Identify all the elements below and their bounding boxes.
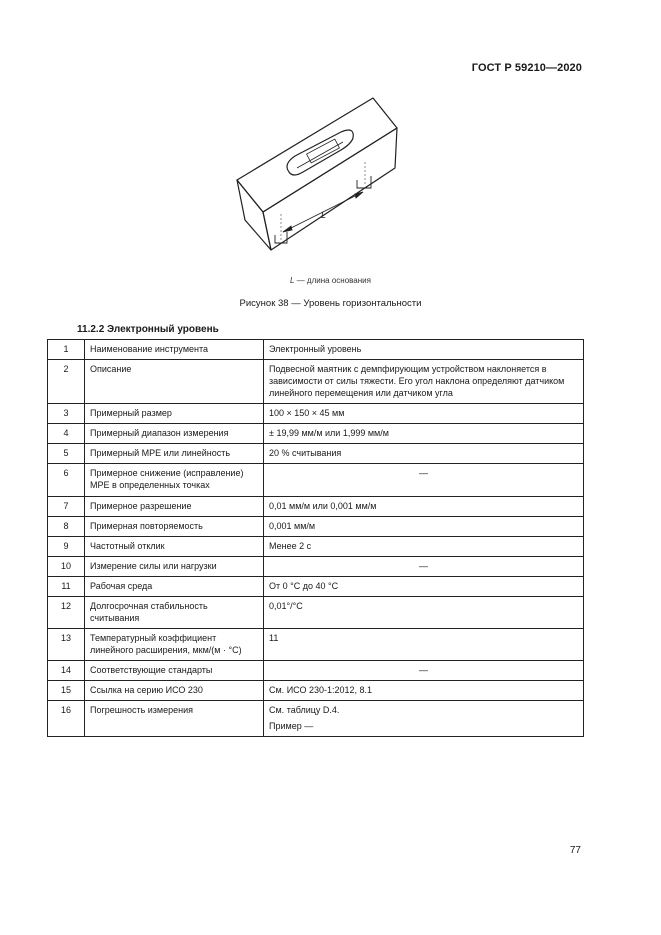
table-row [48,497,584,517]
row-param: Примерный размер [85,404,264,424]
row-number: 6 [48,464,85,497]
row-param: Примерное снижение (исправление) MPE в определенных точках [85,464,264,497]
row-param: Температурный коэффициент линейного расширения, мкм/(м · °С) [85,629,264,661]
row-number: 5 [48,444,85,464]
table-row [48,424,584,444]
page-number: 77 [569,845,581,856]
row-value: 11 [264,629,584,661]
row-param: Рабочая среда [85,577,264,597]
table-row [48,597,584,629]
table-row [48,557,584,577]
row-value: 0,01 мм/м или 0,001 мм/м [264,497,584,517]
row-param: Погрешность измерения [85,701,264,737]
table-row [48,681,584,701]
row-value: 0,001 мм/м [264,517,584,537]
row-param: Примерная повторяемость [85,517,264,537]
table-row [48,404,584,424]
document-header: ГОСТ Р 59210—2020 [471,62,582,74]
row-value: — [264,661,584,681]
level-drawing [225,92,407,252]
row-value: Электронный уровень [264,340,584,360]
row-number: 12 [48,597,85,629]
row-param: Соответствующие стандарты [85,661,264,681]
level-figure [225,92,407,252]
table-row [48,661,584,681]
row-value-line: См. таблицу D.4. [269,705,340,715]
row-value-line: Пример — [269,721,314,731]
row-param: Долгосрочная стабильность считывания [85,597,264,629]
row-number: 8 [48,517,85,537]
table-row [48,517,584,537]
row-param: Примерный MPE или линейность [85,444,264,464]
dimension-label: L [321,210,327,220]
table-row [48,577,584,597]
row-param: Примерное разрешение [85,497,264,517]
vial-inner [307,139,340,163]
row-number: 15 [48,681,85,701]
row-number: 13 [48,629,85,661]
row-param: Измерение силы или нагрузки [85,557,264,577]
row-param: Частотный отклик [85,537,264,557]
row-value: См. ИСО 230-1:2012, 8.1 [264,681,584,701]
level-front-face [237,180,271,250]
section-heading: 11.2.2 Электронный уровень [77,324,219,335]
vial-window-outer [287,130,353,175]
row-number: 10 [48,557,85,577]
row-number: 14 [48,661,85,681]
row-value: От 0 °С до 40 °С [264,577,584,597]
row-value: Подвесной маятник с демпфирующим устройством наклоняется в зависимости от силы тяжести. Его угол наклона определяют датчиком линейного перемещения или датчиком угла [264,360,584,404]
row-value: ± 19,99 мм/м или 1,999 мм/м [264,424,584,444]
legend-text: — длина основания [294,276,371,285]
row-value [264,701,584,737]
row-value: 0,01°/°С [264,597,584,629]
spec-table [47,339,584,737]
row-value: — [264,464,584,497]
row-number: 2 [48,360,85,404]
row-number: 9 [48,537,85,557]
legend-symbol: L [290,276,295,285]
row-number: 3 [48,404,85,424]
table-row [48,340,584,360]
row-number: 4 [48,424,85,444]
row-param: Примерный диапазон измерения [85,424,264,444]
table-row [48,464,584,497]
row-number: 7 [48,497,85,517]
table-row [48,444,584,464]
row-param: Наименование инструмента [85,340,264,360]
row-value: Менее 2 с [264,537,584,557]
row-number: 1 [48,340,85,360]
row-param: Описание [85,360,264,404]
figure-caption: Рисунок 38 — Уровень горизонтальности [239,298,422,309]
figure-legend [0,276,661,285]
table-row [48,537,584,557]
table-row [48,701,584,737]
table-row [48,629,584,661]
table-row [48,360,584,404]
row-value: — [264,557,584,577]
level-top-face [237,98,397,212]
row-number: 16 [48,701,85,737]
row-value: 20 % считывания [264,444,584,464]
row-value: 100 × 150 × 45 мм [264,404,584,424]
row-param: Ссылка на серию ИСО 230 [85,681,264,701]
row-number: 11 [48,577,85,597]
